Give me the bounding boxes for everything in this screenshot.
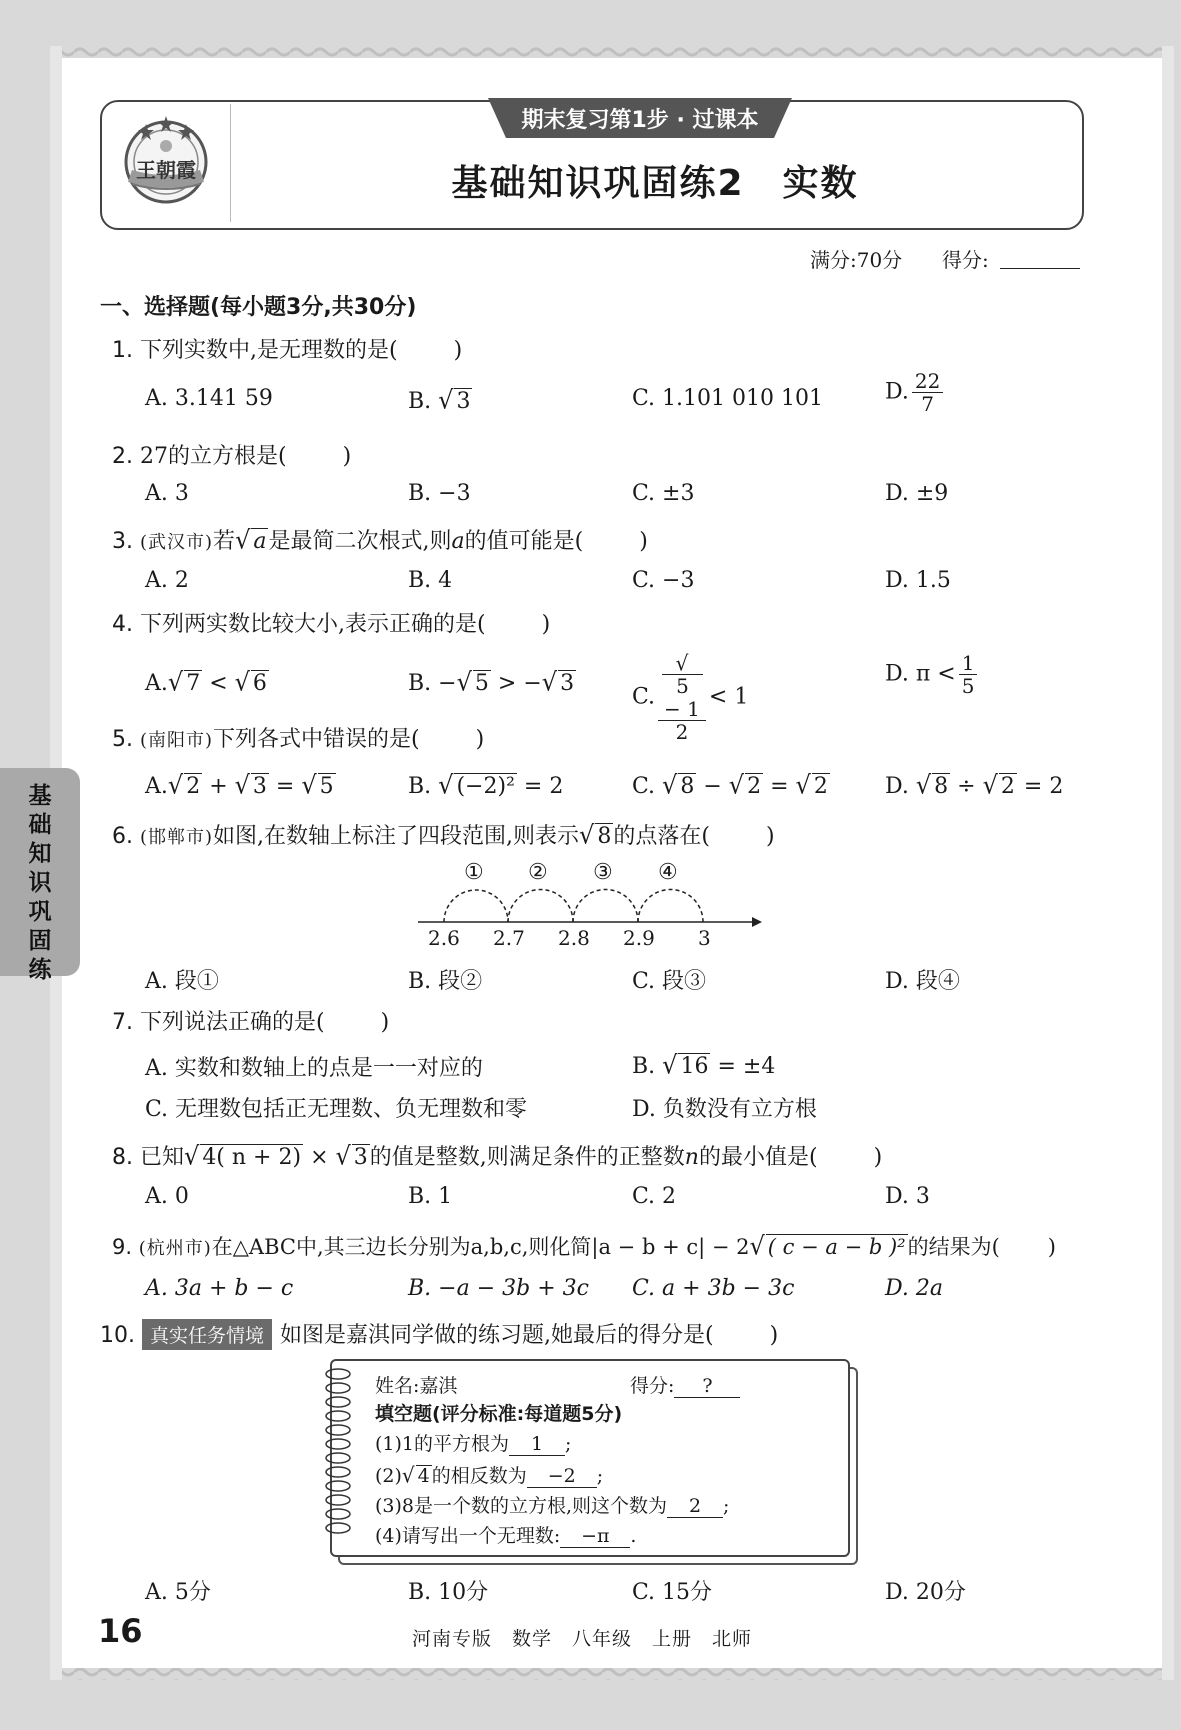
page-number: 16: [98, 1612, 143, 1650]
score-full: 满分:70分: [810, 248, 903, 272]
q3-option-a[interactable]: A. 2: [145, 568, 189, 593]
segment-label-3: ③: [593, 860, 613, 885]
arrow-icon: [752, 917, 762, 927]
question-9: 9. (杭州市)在△ABC中,其三边长分别为a,b,c,则化简|a − b + c| − 2√ ( c − a − b )²的结果为( ): [112, 1231, 1056, 1261]
nb-heading: 填空题(评分标准:每道题5分): [375, 1403, 623, 1425]
q9-option-d[interactable]: D. 2a: [885, 1276, 943, 1301]
side-tab: [0, 768, 80, 983]
nb-line-3: (3)8是一个数的立方根,则这个数为 2 ;: [375, 1495, 730, 1517]
question-1: 1. 下列实数中,是无理数的是( ): [112, 338, 463, 363]
q2-option-a[interactable]: A. 3: [145, 481, 189, 506]
footer-info: 河南专版 数学 八年级 上册 北师: [412, 1628, 753, 1650]
q1-option-d[interactable]: D. $\frac{22}{7}$: [885, 370, 946, 415]
q7-option-b[interactable]: B. √ 16 = ±4: [632, 1050, 776, 1080]
q1-option-b[interactable]: B. √ 3: [408, 385, 471, 415]
question-8: 8. 已知√ 4( n + 2) × √ 3的值是整数,则满足条件的正整数n的最小值是( ): [112, 1141, 883, 1171]
q3-option-b[interactable]: B. 4: [408, 568, 453, 593]
nb-line-1: (1)1的平方根为 1 ;: [375, 1433, 572, 1455]
header-banner: 期末复习第1步 · 过课本: [521, 108, 759, 133]
segment-label-4: ④: [658, 860, 678, 885]
q6-option-a[interactable]: A. 段①: [145, 969, 219, 994]
q8-option-c[interactable]: C. 2: [632, 1184, 677, 1209]
score-input[interactable]: [1000, 266, 1080, 269]
q10-option-c[interactable]: C. 15分: [632, 1580, 713, 1605]
q5-option-a[interactable]: A.√ 2 + √ 3 = √ 5: [145, 770, 334, 800]
q6-option-c[interactable]: C. 段③: [632, 969, 707, 994]
task-tag: 真实任务情境: [142, 1319, 272, 1350]
q9-option-b[interactable]: B. −a − 3b + 3c: [408, 1276, 589, 1301]
q1-option-c[interactable]: C. 1.101 010 101: [632, 386, 823, 411]
tick-label: 2.9: [623, 926, 655, 950]
q4-option-a[interactable]: A.√ 7 < √ 6: [145, 667, 267, 697]
question-6: 6. (邯郸市)如图,在数轴上标注了四段范围,则表示√ 8的点落在( ): [112, 820, 775, 850]
nb-name: 姓名:嘉淇: [375, 1375, 458, 1397]
q1-option-a[interactable]: A. 3.141 59: [145, 386, 273, 411]
q5-option-d[interactable]: D. √ 8 ÷ √ 2 = 2: [885, 770, 1064, 800]
q5-option-c[interactable]: C. √ 8 − √ 2 = √ 2: [632, 770, 828, 800]
q6-option-d[interactable]: D. 段④: [885, 969, 960, 994]
logo-seal: [118, 110, 214, 206]
tick-label: 2.7: [493, 926, 525, 950]
segment-label-2: ②: [528, 860, 548, 885]
q9-option-c[interactable]: C. a + 3b − 3c: [632, 1276, 795, 1301]
nb-line-2: (2)√ 4 的相反数为 −2 ;: [375, 1462, 604, 1488]
question-4: 4. 下列两实数比较大小,表示正确的是( ): [112, 612, 551, 637]
question-5: 5. (南阳市)下列各式中错误的是( ): [112, 727, 485, 752]
q7-option-c[interactable]: C. 无理数包括正无理数、负无理数和零: [145, 1097, 528, 1122]
q2-option-b[interactable]: B. −3: [408, 481, 471, 506]
q8-option-d[interactable]: D. 3: [885, 1184, 930, 1209]
tick-label: 2.6: [428, 926, 460, 950]
q2-option-c[interactable]: C. ±3: [632, 481, 695, 506]
tick-label: 3: [698, 926, 711, 950]
question-10: 10. 真实任务情境 如图是嘉淇同学做的练习题,她最后的得分是( ): [100, 1318, 778, 1350]
q9-option-a[interactable]: A. 3a + b − c: [145, 1276, 294, 1301]
q7-option-a[interactable]: A. 实数和数轴上的点是一一对应的: [145, 1056, 483, 1081]
score-label: 得分:: [942, 248, 989, 272]
nb-score: 得分: ?: [630, 1371, 740, 1398]
q4-option-d[interactable]: D. π < $\frac{1}{5}$: [885, 652, 980, 697]
page-title: 基础知识巩固练2 实数: [451, 163, 859, 204]
tick-label: 2.8: [558, 926, 590, 950]
logo-text: 王朝霞: [136, 158, 196, 182]
q3-option-c[interactable]: C. −3: [632, 568, 695, 593]
q4-option-b[interactable]: B. −√ 5 > −√ 3: [408, 667, 575, 697]
q5-option-b[interactable]: B. √ (−2)² = 2: [408, 770, 564, 800]
spiral-binding-icon: [318, 1366, 358, 1546]
q10-option-d[interactable]: D. 20分: [885, 1580, 966, 1605]
nb-line-4: (4)请写出一个无理数: −π .: [375, 1525, 637, 1547]
q4-option-c[interactable]: C. √ 5 − 1 2 < 1: [632, 650, 749, 744]
q3-option-d[interactable]: D. 1.5: [885, 568, 951, 593]
q8-option-b[interactable]: B. 1: [408, 1184, 453, 1209]
q8-option-a[interactable]: A. 0: [145, 1184, 189, 1209]
question-3: 3. (武汉市)若√ a是最简二次根式,则a的值可能是( ): [112, 525, 648, 555]
q6-option-b[interactable]: B. 段②: [408, 969, 483, 994]
side-tab-label: 基 础 知 识 巩 固 练: [28, 783, 52, 983]
q2-option-d[interactable]: D. ±9: [885, 481, 949, 506]
q10-option-a[interactable]: A. 5分: [145, 1580, 211, 1605]
section-heading: 一、选择题(每小题3分,共30分): [100, 295, 417, 320]
question-2: 2. 27的立方根是( ): [112, 444, 352, 469]
q7-option-d[interactable]: D. 负数没有立方根: [632, 1097, 817, 1122]
q10-option-b[interactable]: B. 10分: [408, 1580, 489, 1605]
segment-label-1: ①: [464, 860, 484, 885]
question-7: 7. 下列说法正确的是( ): [112, 1010, 390, 1035]
